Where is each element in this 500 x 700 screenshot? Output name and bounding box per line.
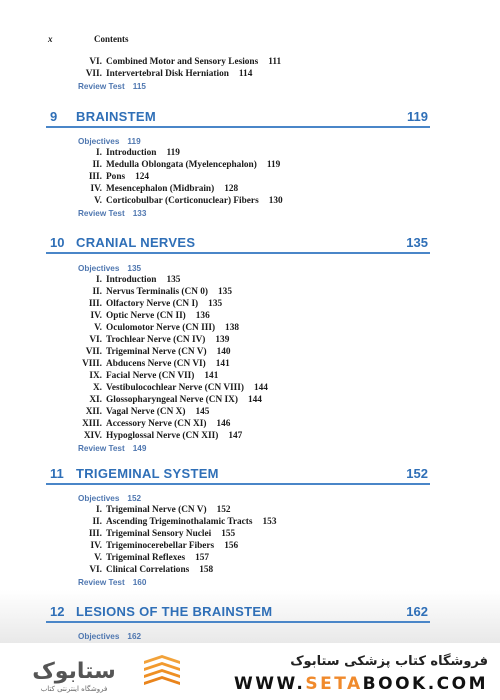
entry-page: 136: [195, 311, 210, 321]
review-test-entry[interactable]: [78, 577, 146, 589]
chapter-heading-9[interactable]: [46, 108, 430, 128]
entry-number: IV.: [90, 541, 102, 551]
entry-page: 155: [221, 529, 236, 539]
review-page: 160: [132, 578, 147, 587]
entry-title: Clinical Correlations: [106, 565, 190, 575]
entry-number: II.: [92, 517, 102, 527]
entry-title: Vagal Nerve (CN X): [106, 407, 186, 417]
store-name: فروشگاه کتاب پزشکی ستابوک: [290, 654, 488, 669]
review-label: Review Test: [78, 209, 125, 218]
chapter-title: TRIGEMINAL SYSTEM: [76, 466, 219, 481]
review-test-entry[interactable]: [78, 443, 146, 455]
entry-title: Optic Nerve (CN II): [106, 311, 186, 321]
entry-page: 158: [199, 565, 214, 575]
entry-page: 114: [238, 69, 253, 79]
chapter-number: 12: [50, 604, 65, 619]
entry-number: VII.: [85, 347, 102, 357]
entry-number: V.: [94, 196, 102, 206]
entry-title: Introduction: [106, 275, 157, 285]
entry-number: III.: [88, 172, 102, 182]
chapter-page: 162: [406, 604, 428, 619]
entry-page: 128: [224, 184, 239, 194]
entry-page: 124: [135, 172, 150, 182]
entry-title: Corticobulbar (Corticonuclear) Fibers: [106, 196, 259, 206]
chapter-title: BRAINSTEM: [76, 109, 156, 124]
review-page: 149: [132, 444, 147, 453]
objectives-label: Objectives: [78, 137, 120, 146]
entry-number: VII.: [85, 69, 102, 79]
entry-title: Trigeminal Sensory Nuclei: [106, 529, 212, 539]
entry-page: 140: [216, 347, 231, 357]
entry-title: Facial Nerve (CN VII): [106, 371, 195, 381]
entry-number: I.: [96, 505, 102, 515]
entry-number: XI.: [89, 395, 102, 405]
entry-number: XII.: [85, 407, 102, 417]
entry-page: 145: [195, 407, 210, 417]
entry-number: II.: [92, 160, 102, 170]
entry-page: 135: [166, 275, 181, 285]
review-page: 133: [132, 209, 147, 218]
entry-title: Vestibulocochlear Nerve (CN VIII): [106, 383, 244, 393]
running-head-page-number: x: [48, 34, 53, 44]
entry-page: 135: [218, 287, 232, 297]
entry-page: 147: [228, 431, 243, 441]
entry-number: IV.: [90, 184, 102, 194]
entry-title: Oculomotor Nerve (CN III): [106, 323, 216, 333]
entry-page: 152: [216, 505, 231, 515]
chapter-number: 9: [50, 109, 58, 124]
toc-entry[interactable]: [0, 564, 500, 577]
review-page: 115: [132, 82, 146, 91]
review-label: Review Test: [78, 444, 125, 453]
entry-number: I.: [96, 148, 102, 158]
running-head: [48, 34, 129, 44]
chapter-title: CRANIAL NERVES: [76, 235, 196, 250]
entry-title: Trigeminal Nerve (CN V): [106, 505, 207, 515]
chapter-title: LESIONS OF THE BRAINSTEM: [76, 604, 273, 619]
entry-number: V.: [94, 323, 102, 333]
toc-entry[interactable]: [0, 68, 500, 81]
entry-page: 119: [166, 148, 180, 158]
objectives-page: 162: [127, 632, 142, 641]
entry-number: IX.: [89, 371, 102, 381]
chapter-page: 152: [406, 466, 428, 481]
entry-title: Trigeminocerebellar Fibers: [106, 541, 215, 551]
url-suffix: BOOK.COM: [362, 674, 488, 694]
chapter-number: 11: [50, 466, 64, 481]
chapter-heading-10[interactable]: [46, 234, 430, 254]
chapter-page: 119: [407, 109, 428, 124]
review-test-entry[interactable]: [78, 208, 146, 220]
entry-title: Medulla Oblongata (Myelencephalon): [106, 160, 257, 170]
entry-number: XIII.: [82, 419, 102, 429]
entry-number: XIV.: [83, 431, 102, 441]
toc-entry[interactable]: [0, 195, 500, 208]
objectives-page: 152: [127, 494, 142, 503]
review-test-entry[interactable]: [78, 81, 146, 93]
entry-title: Trigeminal Nerve (CN V): [106, 347, 207, 357]
objectives-entry[interactable]: [78, 631, 141, 643]
entry-title: Trigeminal Reflexes: [106, 553, 186, 563]
logo-subtext: فروشگاه اینترنتی کتاب: [40, 685, 108, 693]
entry-page: 139: [215, 335, 230, 345]
chapter-page: 135: [406, 235, 428, 250]
chapter-heading-11[interactable]: [46, 465, 430, 485]
entry-number: I.: [96, 275, 102, 285]
entry-title: Pons: [106, 172, 126, 182]
entry-title: Nervus Terminalis (CN 0): [106, 287, 209, 297]
entry-page: 138: [225, 323, 239, 333]
entry-number: III.: [88, 299, 102, 309]
url-accent: SETA: [305, 674, 363, 694]
entry-title: Accessory Nerve (CN XI): [106, 419, 207, 429]
setabook-logo-graphic: [12, 651, 187, 695]
entry-title: Glossopharyngeal Nerve (CN IX): [106, 395, 238, 405]
entry-page: 144: [253, 383, 268, 393]
entry-page: 119: [266, 160, 281, 170]
entry-title: Introduction: [106, 148, 157, 158]
review-label: Review Test: [78, 82, 125, 91]
entry-page: 141: [215, 359, 230, 369]
objectives-page: 119: [127, 137, 141, 146]
store-url[interactable]: [234, 674, 488, 694]
entry-page: 144: [247, 395, 262, 405]
entry-title: Olfactory Nerve (CN I): [106, 299, 199, 309]
entry-title: Ascending Trigeminothalamic Tracts: [106, 517, 253, 527]
toc-entry[interactable]: [0, 430, 500, 443]
objectives-label: Objectives: [78, 632, 120, 641]
logo-book-icon: [144, 655, 180, 685]
entry-title: Hypoglossal Nerve (CN XII): [106, 431, 219, 441]
entry-number: III.: [88, 529, 102, 539]
entry-number: V.: [94, 553, 102, 563]
running-head-title: Contents: [94, 34, 129, 44]
objectives-label: Objectives: [78, 494, 120, 503]
objectives-label: Objectives: [78, 264, 120, 273]
entry-title: Intervertebral Disk Herniation: [106, 69, 229, 79]
setabook-logo: [12, 651, 187, 695]
entry-title: Mesencephalon (Midbrain): [106, 184, 215, 194]
entry-page: 135: [208, 299, 223, 309]
entry-title: Combined Motor and Sensory Lesions: [106, 57, 259, 67]
entry-page: 156: [224, 541, 239, 551]
entry-number: VI.: [89, 565, 102, 575]
objectives-page: 135: [127, 264, 142, 273]
entry-number: II.: [92, 287, 102, 297]
entry-page: 146: [216, 419, 231, 429]
entry-number: IV.: [90, 311, 102, 321]
entry-number: VI.: [89, 335, 102, 345]
entry-number: VI.: [89, 57, 102, 67]
entry-page: 141: [204, 371, 219, 381]
entry-title: Abducens Nerve (CN VI): [106, 359, 206, 369]
entry-page: 153: [262, 517, 277, 527]
entry-page: 111: [268, 57, 282, 67]
chapter-number: 10: [50, 235, 65, 250]
entry-title: Trochlear Nerve (CN IV): [106, 335, 206, 345]
chapter-heading-12[interactable]: [46, 603, 430, 623]
logo-wordmark: ستابوک: [32, 659, 116, 684]
entry-number: X.: [92, 383, 102, 393]
entry-number: VIII.: [82, 359, 102, 369]
entry-page: 130: [268, 196, 283, 206]
review-label: Review Test: [78, 578, 125, 587]
url-prefix: WWW.: [234, 674, 306, 694]
entry-page: 157: [195, 553, 210, 563]
